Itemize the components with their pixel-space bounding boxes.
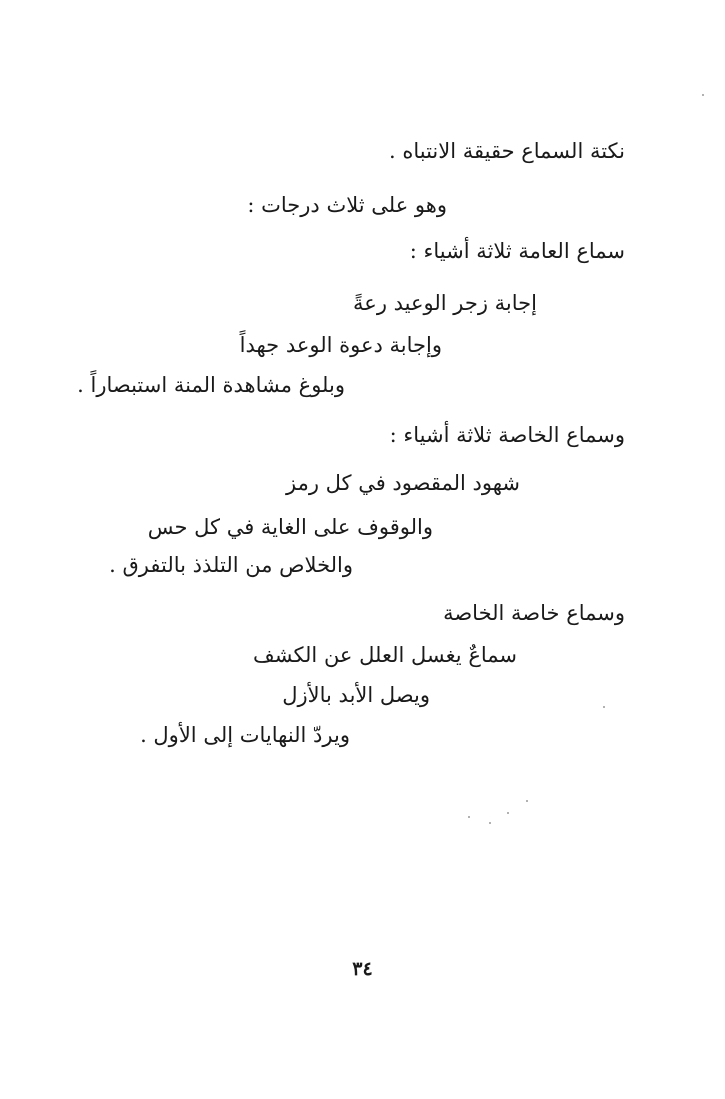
paper-speck bbox=[603, 706, 605, 708]
text-line-13: ويصل الأبد بالأزل bbox=[282, 683, 430, 707]
text-line-12: سماعٌ يغسل العلل عن الكشف bbox=[252, 643, 517, 667]
text-line-5: وإجابة دعوة الوعد جهداً bbox=[239, 333, 442, 357]
paper-speck bbox=[702, 94, 704, 96]
text-line-14: ويردّ النهايات إلى الأول . bbox=[140, 723, 350, 747]
text-line-6: وبلوغ مشاهدة المنة استبصاراً . bbox=[77, 373, 345, 397]
paper-speck bbox=[468, 816, 470, 818]
paper-speck bbox=[526, 800, 528, 802]
text-line-11: وسماع خاصة الخاصة bbox=[443, 601, 625, 625]
text-line-2: وهو على ثلاث درجات : bbox=[247, 193, 447, 217]
text-line-1: نكتة السماع حقيقة الانتباه . bbox=[388, 139, 625, 163]
paper-speck bbox=[507, 812, 509, 814]
text-line-10: والخلاص من التلذذ بالتفرق . bbox=[109, 553, 353, 577]
text-line-4: إجابة زجر الوعيد رعةً bbox=[353, 291, 537, 315]
text-line-9: والوقوف على الغاية في كل حس bbox=[147, 515, 433, 539]
text-line-3: سماع العامة ثلاثة أشياء : bbox=[409, 239, 625, 263]
page-number: ٣٤ bbox=[352, 958, 373, 980]
text-line-8: شهود المقصود في كل رمز bbox=[285, 471, 520, 495]
paper-speck bbox=[489, 822, 491, 824]
text-line-7: وسماع الخاصة ثلاثة أشياء : bbox=[389, 423, 625, 447]
